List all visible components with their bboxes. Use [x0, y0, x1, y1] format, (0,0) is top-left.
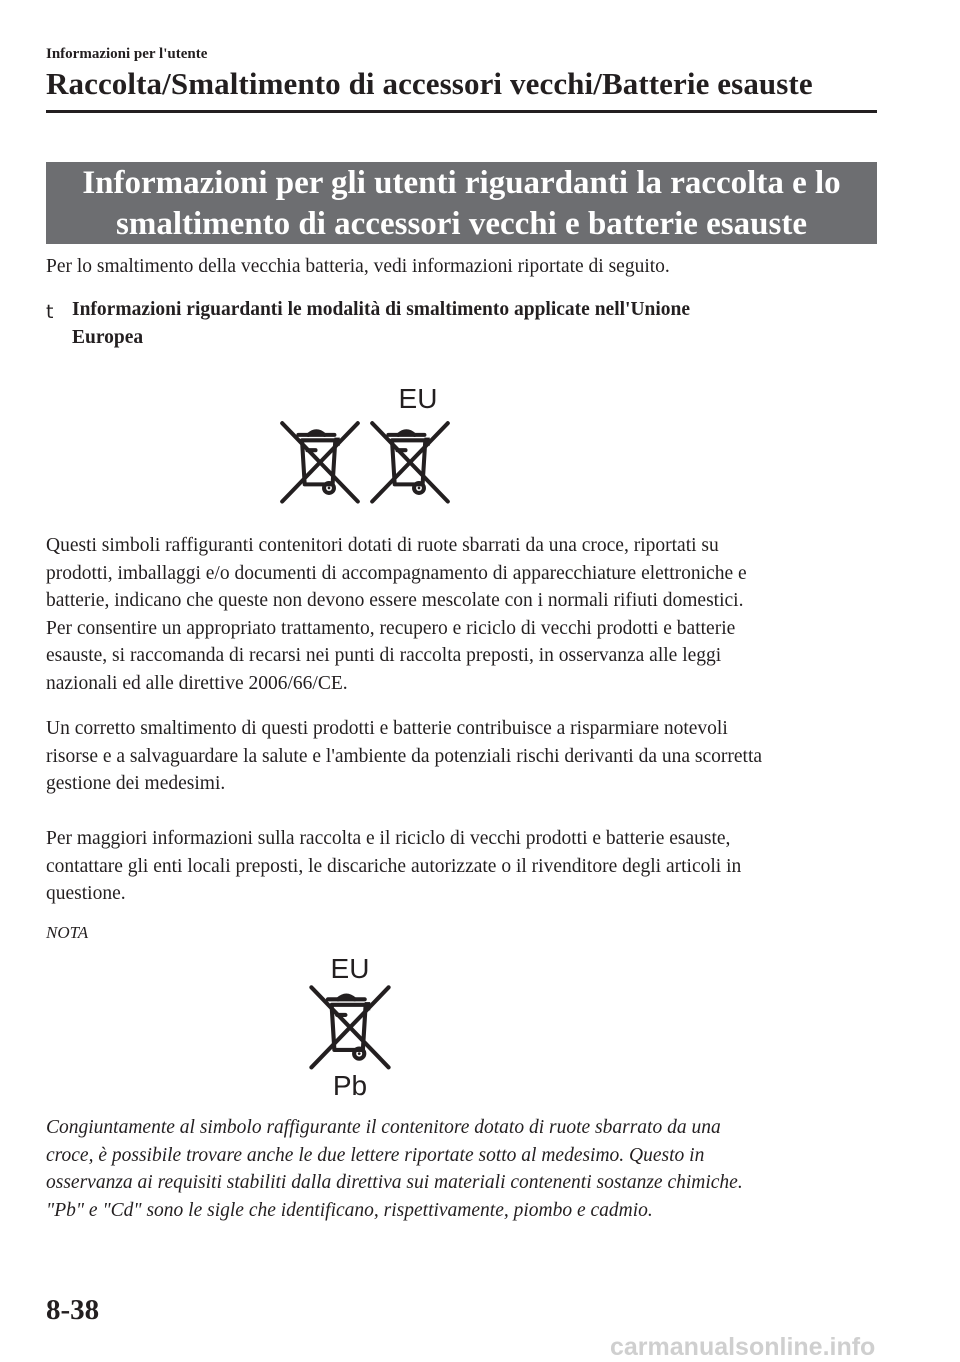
paragraph-line: nazionali ed alle direttive 2006/66/CE.: [46, 672, 348, 694]
section-label: Informazioni per l'utente: [46, 46, 208, 62]
eu-disposal-symbols: [270, 380, 470, 510]
bullet-marker: t: [46, 301, 54, 323]
paragraph-line: Un corretto smaltimento di questi prodotti e batterie contribuisce a risparmiare notevoli: [46, 718, 728, 739]
paragraph-line: Questi simboli raffiguranti contenitori dotati di ruote sbarrati da una croce, riportati su: [46, 535, 719, 556]
subsection-heading-line-2: Europea: [72, 327, 144, 348]
paragraph-line: prodotti, imballaggi e/o documenti di accompagnamento di apparecchiature elettroniche e: [46, 562, 747, 584]
paragraph-line: questione.: [46, 883, 126, 904]
crossed-out-wheelie-bin-icon: [311, 987, 388, 1067]
paragraph-line: batterie, indicano che queste non devono essere mescolate con i normali rifiuti domestici.: [46, 590, 744, 611]
paragraph-line: Per maggiori informazioni sulla raccolta e il riciclo di vecchi prodotti e batterie esauste,: [46, 828, 731, 849]
intro-text: Per lo smaltimento della vecchia batteria, vedi informazioni riportate di seguito.: [46, 256, 670, 277]
paragraph-line: gestione dei medesimi.: [46, 773, 226, 794]
paragraph-more-info: [46, 825, 886, 908]
paragraph-line: risorse e a salvaguardare la salute e l'ambiente da potenziali rischi derivanti da una scorretta: [46, 745, 763, 767]
subsection-heading: [72, 296, 872, 352]
eu-label: EU: [398, 383, 438, 414]
pb-label: Pb: [332, 1070, 368, 1100]
paragraph-line: Per consentire un appropriato trattamento, recupero e riciclo di vecchi prodotti e batterie: [46, 617, 736, 639]
note-line: "Pb" e "Cd" sono le sigle che identificano, rispettivamente, piombo e cadmio.: [46, 1199, 653, 1221]
note-line: Congiuntamente al simbolo raffigurante il contenitore dotato di ruote sbarrato da una: [46, 1117, 721, 1138]
subsection-heading-line-1: Informazioni riguardanti le modalità di smaltimento applicate nell'Unione: [72, 299, 691, 320]
page-number: 8-38: [46, 1294, 100, 1326]
paragraph-line: esauste, si raccomanda di recarsi nei punti di raccolta preposti, in osservanza alle leggi: [46, 645, 722, 666]
eu-pb-disposal-symbol: [300, 950, 400, 1100]
banner-line-2: smaltimento di accessori vecchi e batterie esauste: [116, 206, 807, 242]
note-line: croce, è possibile trovare anche le due lettere riportate sotto al medesimo. Questo in: [46, 1144, 705, 1166]
title-divider: [46, 110, 877, 113]
page-title: Raccolta/Smaltimento di accessori vecchi/Batterie esauste: [46, 66, 813, 101]
eu-label: EU: [330, 953, 370, 984]
topic-banner: [46, 162, 877, 244]
paragraph-line: contattare gli enti locali preposti, le discariche autorizzate o il rivenditore degli articoli in: [46, 855, 742, 877]
paragraph-correct-disposal: [46, 715, 886, 798]
note-heading: NOTA: [46, 923, 89, 942]
note-line: osservanza ai requisiti stabiliti dalla direttiva sui materiali contenenti sostanze chimiche.: [46, 1172, 743, 1193]
watermark: carmanualsonline.info: [610, 1333, 876, 1361]
crossed-out-wheelie-bin-icon: [372, 423, 448, 501]
note-text: [46, 1114, 886, 1224]
paragraph-symbols-meaning: [46, 532, 886, 697]
crossed-out-wheelie-bin-icon: [282, 423, 358, 501]
banner-line-1: Informazioni per gli utenti riguardanti la raccolta e lo: [82, 165, 841, 201]
